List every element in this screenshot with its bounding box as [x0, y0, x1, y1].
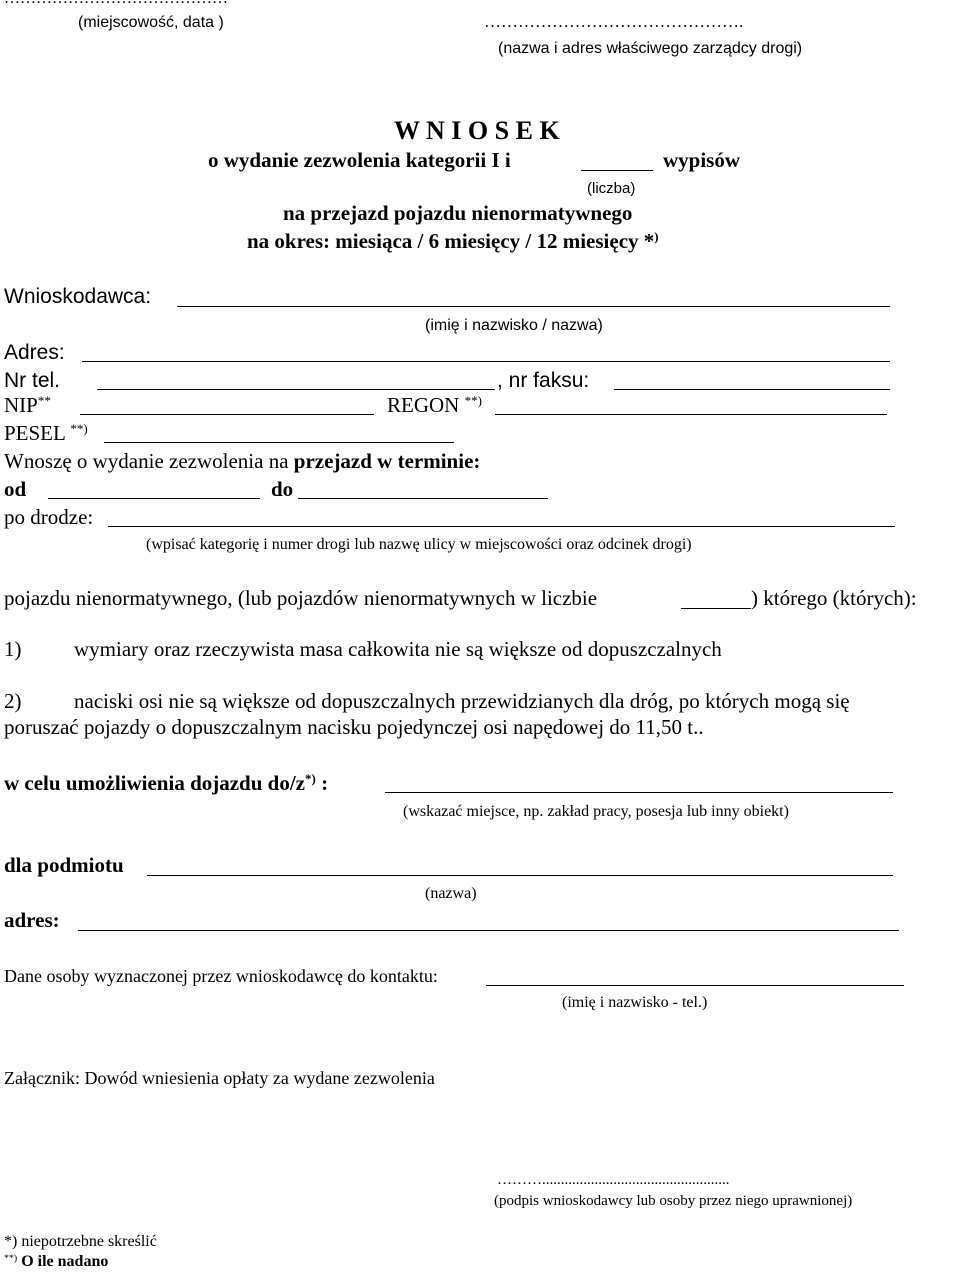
- phone-field[interactable]: [97, 389, 495, 390]
- signature-caption: (podpis wnioskodawcy lub osoby przez niego uprawnionej): [494, 1193, 853, 1209]
- authority-dots: ……………………………………….: [484, 12, 744, 31]
- entity-label: dla podmiotu: [4, 853, 124, 877]
- fax-label: , nr faksu:: [497, 369, 590, 392]
- title-line2: na przejazd pojazdu nienormatywnego: [283, 201, 633, 225]
- purpose-label: w celu umożliwienia dojazdu do/z*) :: [4, 770, 329, 795]
- applicant-label: Wnioskodawca:: [4, 285, 152, 308]
- purpose-field[interactable]: [385, 792, 893, 793]
- regon-field[interactable]: [495, 414, 887, 415]
- nip-field[interactable]: [80, 414, 374, 415]
- signature-dots: ………..................................................: [497, 1172, 730, 1188]
- attachment-text: Załącznik: Dowód wniesienia opłaty za wydane zezwolenia: [4, 1068, 435, 1088]
- contact-caption: (imię i nazwisko - tel.): [562, 994, 708, 1011]
- count-caption: (liczba): [587, 180, 636, 197]
- entity-address-label: adres:: [4, 908, 60, 932]
- contact-field[interactable]: [486, 985, 904, 986]
- phone-label: Nr tel.: [4, 369, 61, 392]
- nip-label: NIP**: [4, 392, 51, 417]
- authority-label: (nazwa i adres właściwego zarządcy drogi): [498, 40, 803, 57]
- to-label: do: [271, 477, 294, 501]
- address-label: Adres:: [4, 341, 65, 364]
- footnote-2: **) O ile nadano: [4, 1252, 109, 1270]
- condition-2-number: 2): [4, 689, 22, 713]
- road-label: po drodze:: [4, 505, 94, 529]
- vehicle-text: pojazdu nienormatywnego, (lub pojazdów nienormatywnych w liczbie: [4, 586, 598, 610]
- request-text: Wnoszę o wydanie zezwolenia na przejazd w terminie:: [4, 449, 481, 473]
- form-title: W N I O S E K: [394, 116, 560, 145]
- place-date-label: (miejscowość, data ): [78, 14, 224, 31]
- address-field[interactable]: [82, 361, 890, 362]
- applicant-caption: (imię i nazwisko / nazwa): [425, 317, 603, 334]
- from-label: od: [4, 477, 27, 501]
- place-date-dots: [4, 0, 228, 8]
- title-line1-end: wypisów: [663, 148, 741, 172]
- condition-1-text: wymiary oraz rzeczywista masa całkowita nie są większe od dopuszczalnych: [74, 637, 722, 661]
- footnote-1: *) niepotrzebne skreślić: [4, 1233, 157, 1250]
- contact-label: Dane osoby wyznaczonej przez wnioskodawcę do kontaktu:: [4, 966, 438, 986]
- title-line3: na okres: miesiąca / 6 miesięcy / 12 miesięcy *): [247, 228, 659, 253]
- applicant-field[interactable]: [177, 306, 890, 307]
- fax-field[interactable]: [614, 389, 890, 390]
- purpose-caption: (wskazać miejsce, np. zakład pracy, posesja lub inny obiekt): [403, 803, 789, 820]
- entity-address-field[interactable]: [78, 930, 899, 931]
- entity-caption: (nazwa): [425, 885, 477, 902]
- title-line1: o wydanie zezwolenia kategorii I i: [208, 148, 511, 172]
- condition-2-text: naciski osi nie są większe od dopuszczalnych przewidzianych dla dróg, po których mogą się: [74, 689, 850, 713]
- regon-label: REGON **): [387, 392, 482, 417]
- entity-field[interactable]: [147, 875, 893, 876]
- pesel-label: PESEL **): [4, 420, 88, 445]
- vehicle-count-field[interactable]: [681, 608, 751, 609]
- road-field[interactable]: [108, 526, 895, 527]
- condition-2-continuation: poruszać pojazdy o dopuszczalnym nacisku pojedynczej osi napędowej do 11,50 t..: [4, 715, 704, 739]
- to-date-field[interactable]: [298, 498, 548, 499]
- condition-1-number: 1): [4, 637, 22, 661]
- vehicle-text-end: ) którego (których):: [751, 586, 917, 610]
- road-caption: (wpisać kategorię i numer drogi lub nazwę ulicy w miejscowości oraz odcinek drogi): [146, 536, 692, 553]
- from-date-field[interactable]: [48, 498, 260, 499]
- pesel-field[interactable]: [104, 442, 454, 443]
- count-blank: [581, 170, 653, 171]
